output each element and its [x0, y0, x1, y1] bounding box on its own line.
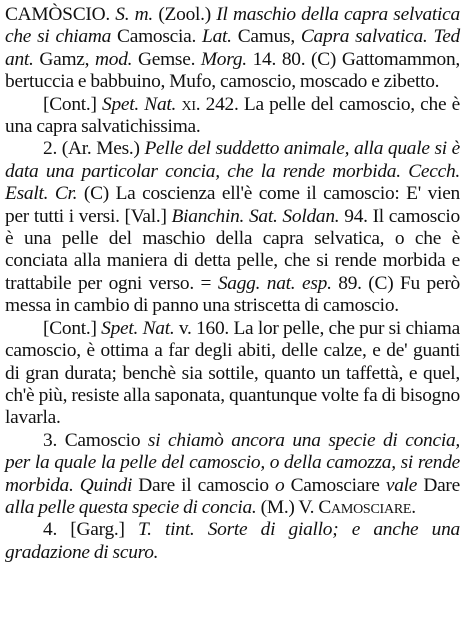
- text-run: 3. Camoscio: [43, 429, 148, 451]
- text-run: Morg.: [200, 48, 247, 70]
- text-run: Dare: [417, 474, 460, 496]
- text-run: T. tint. Sorte di giallo; e anche una gradazione di scuro.: [5, 519, 460, 563]
- text-run: Gemse.: [132, 48, 201, 70]
- text-run: .: [411, 496, 416, 518]
- text-run: Gamz,: [33, 48, 95, 70]
- text-run: 94. Il camoscio è una pelle del maschio della capra selvatica, o che è conciata alla maniera di detta pelle, che si rende morbida e trattabile per ogni verso. =: [5, 205, 460, 294]
- text-run: Sagg. nat. esp.: [217, 272, 332, 294]
- text-run: .: [105, 4, 116, 25]
- text-run: [Cont.]: [43, 93, 103, 115]
- text-run: Pelle del suddetto animale, alla quale si è data una particolar concia, che la rende morbida. Cecch. Esalt. Cr.: [5, 138, 460, 205]
- text-run: Camus,: [231, 26, 301, 48]
- text-run: Il maschio della capra selvatica che si chiama: [5, 4, 460, 48]
- text-run: Spet. Nat.: [102, 93, 177, 115]
- text-run: [Cont.]: [43, 317, 102, 339]
- text-run: mod.: [95, 48, 133, 70]
- text-run: . 242. La pelle del camoscio, che è una capra salvatichissima.: [5, 93, 460, 138]
- text-run: Camoscia.: [111, 26, 203, 48]
- text-run: o: [275, 474, 285, 496]
- text-run: 89. (C) Fu però messa in cambio di panno una striscetta di camoscio.: [5, 272, 460, 317]
- text-run: vale: [385, 474, 418, 496]
- text-run: Camosciare: [284, 474, 386, 496]
- text-run: Spet. Nat.: [101, 317, 175, 339]
- text-run: (C) La coscienza ell'è come il camoscio: E' vien per tutti i versi. [Val.]: [5, 183, 460, 227]
- text-run: v. 160. La lor pelle, che pur si chiama camoscio, è ottima a far degli abiti, delle calze, e de' guanti di gran durata; benchè sia sottile, quanto un taffettà, e quel, ch'è più, resiste alla saponata, quantunque volte fa di bisogno lavarla.: [5, 317, 460, 429]
- text-run: xi: [181, 93, 196, 115]
- text-run: Lat.: [202, 26, 232, 48]
- text-run: Capra salvatica. Ted ant.: [5, 26, 460, 70]
- entry-sense-2: [5, 138, 460, 317]
- text-run: S. m.: [115, 4, 154, 25]
- text-run: (Zool.): [153, 4, 217, 25]
- text-run: 2. (Ar. Mes.): [43, 138, 145, 160]
- entry-sense-4: [5, 519, 460, 564]
- text-run: si chiamò ancora una specie di concia, per la quale la pelle del camoscio, o della camozza, si rende morbida. Quindi: [5, 429, 460, 496]
- entry-citation-2: [5, 318, 460, 430]
- entry-citation-1: [5, 94, 460, 139]
- text-run: Dare il camoscio: [132, 474, 275, 496]
- headword: CAMÒSCIO: [5, 4, 106, 25]
- text-run: (M.) V.: [256, 496, 319, 518]
- text-run: Bianchin. Sat. Soldan.: [171, 205, 340, 227]
- text-run: 14. 80. (C) Gattomammon, bertuccia e babbuino, Mufo, camoscio, moscado e zibetto.: [5, 48, 461, 93]
- entry-definition-1: [5, 4, 460, 94]
- text-run: Camosciare: [318, 496, 412, 518]
- text-run: alla pelle questa specie di concia.: [5, 496, 257, 518]
- entry-sense-3: [5, 430, 460, 520]
- text-run: 4. [Garg.]: [43, 519, 139, 541]
